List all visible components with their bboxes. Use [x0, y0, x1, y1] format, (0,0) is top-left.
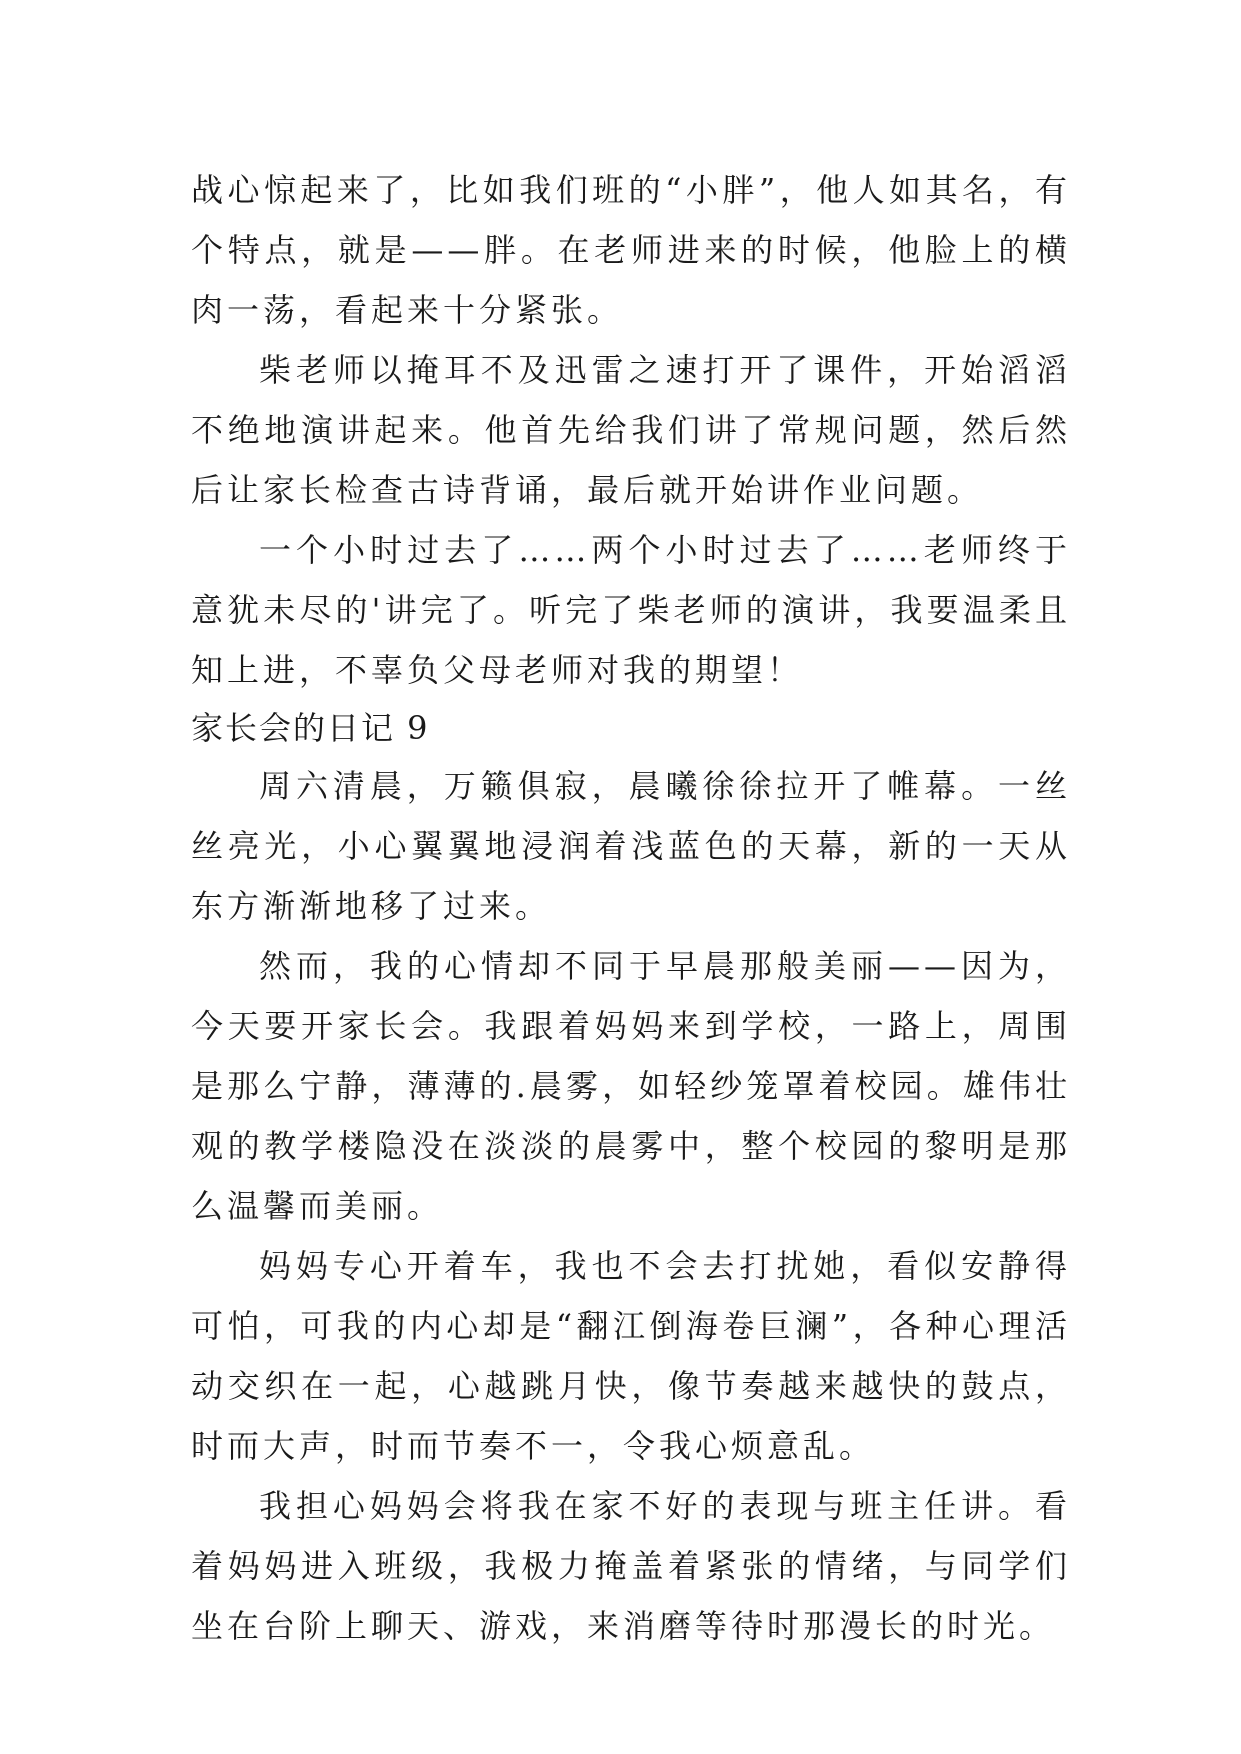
paragraph-6: 妈妈专心开着车，我也不会去打扰她，看似安静得可怕，可我的内心却是“翻江倒海卷巨澜”，各种心理活动交织在一起，心越跳月快，像节奏越来越快的鼓点，时而大声，时而节奏不一，令我心烦意乱。 [191, 1247, 1071, 1465]
section-heading: 家长会的日记 9 [191, 709, 430, 747]
paragraph-2: 柴老师以掩耳不及迅雷之速打开了课件，开始滔滔不绝地演讲起来。他首先给我们讲了常规问题，然后然后让家长检查古诗背诵，最后就开始讲作业问题。 [191, 351, 1071, 509]
document-body [191, 160, 1071, 1656]
paragraph-4: 周六清晨，万籁俱寂，晨曦徐徐拉开了帷幕。一丝丝亮光，小心翼翼地浸润着浅蓝色的天幕，新的一天从东方渐渐地移了过来。 [191, 767, 1071, 925]
paragraph-7: 我担心妈妈会将我在家不好的表现与班主任讲。看着妈妈进入班级，我极力掩盖着紧张的情绪，与同学们坐在台阶上聊天、游戏，来消磨等待时那漫长的时光。 [191, 1487, 1071, 1645]
paragraph-5: 然而，我的心情却不同于早晨那般美丽——因为，今天要开家长会。我跟着妈妈来到学校，一路上，周围是那么宁静，薄薄的.晨雾，如轻纱笼罩着校园。雄伟壮观的教学楼隐没在淡淡的晨雾中，整个校园的黎明是那么温馨而美丽。 [191, 947, 1071, 1225]
paragraph-3: 一个小时过去了……两个小时过去了……老师终于意犹未尽的'讲完了。听完了柴老师的演讲，我要温柔且知上进，不辜负父母老师对我的期望！ [191, 531, 1071, 689]
paragraph-1: 战心惊起来了，比如我们班的“小胖”，他人如其名，有个特点，就是——胖。在老师进来的时候，他脸上的横肉一荡，看起来十分紧张。 [191, 171, 1071, 329]
